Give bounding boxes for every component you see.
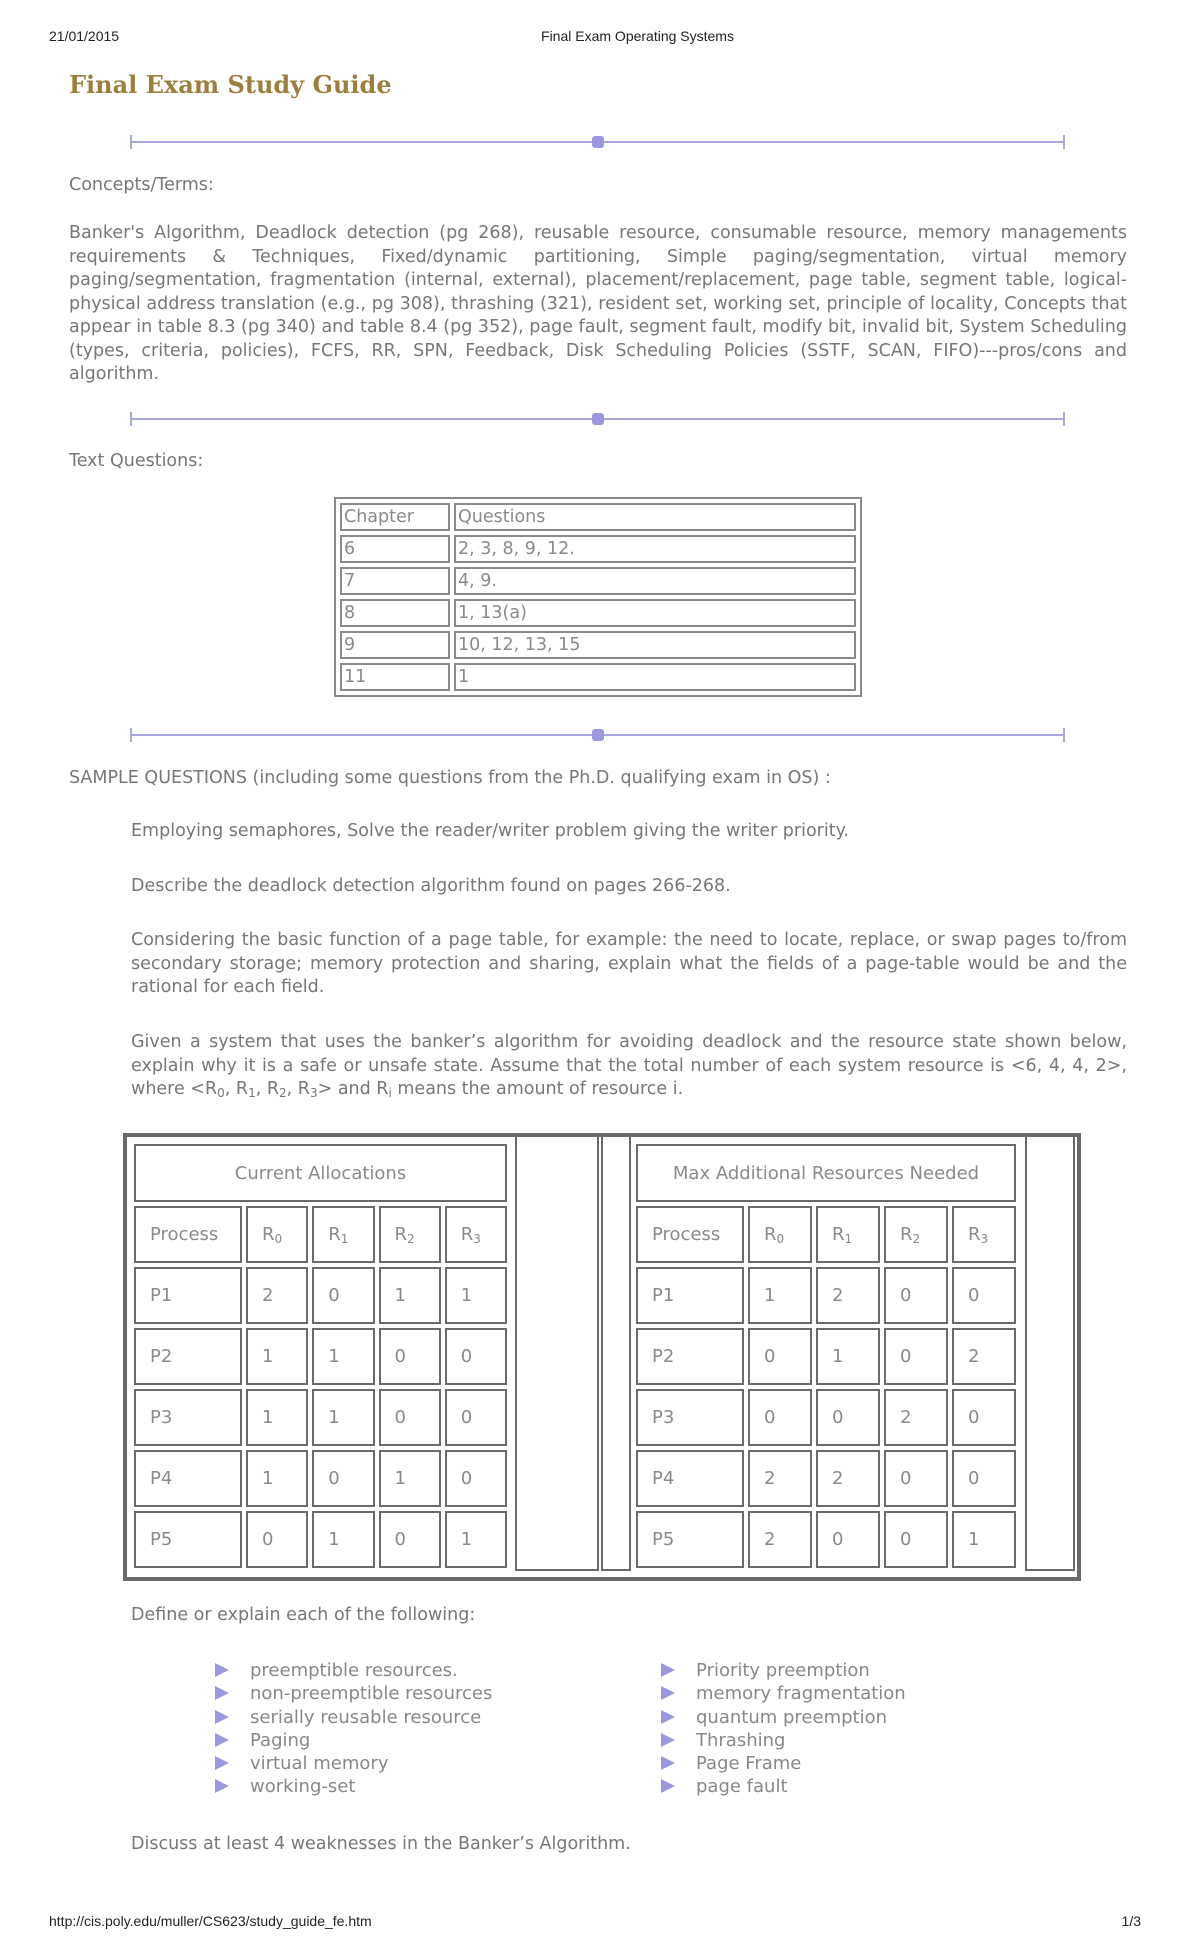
process-cell: P4: [636, 1450, 744, 1507]
process-cell: P1: [636, 1267, 744, 1324]
value-cell: 0: [379, 1389, 441, 1446]
concepts-text: Banker's Algorithm, Deadlock detection (pg 268), reusable resource, consumable resource, memory managements requirements & Techniques, Fixed/dynamic partitioning, Simple paging/segmentation, virtual memory paging/segmentation, fragmentation (internal, external), placement/replacement, page table, segment table, logical-physical address translation (e.g., pg 308), thrashing (321), resident set, working set, principle of locality, Concepts that appear in table 8.3 (pg 340) and table 8.4 (pg 352), page fault, segment fault, modify bit, invalid bit, System Scheduling (types, criteria, policies), FCFS, RR, SPN, Feedback, Disk Scheduling Policies (SSTF, SCAN, FIFO)---pros/cons and algorithm.: [69, 223, 1127, 384]
bullet-arrow-icon: [215, 1779, 229, 1793]
max-needed-table: [632, 1140, 1020, 1572]
process-cell: P1: [134, 1267, 242, 1324]
value-cell: 0: [952, 1267, 1016, 1324]
spacer-column: [515, 1135, 599, 1571]
value-cell: 1: [379, 1450, 441, 1507]
chapter-cell: 6: [340, 535, 450, 563]
questions-cell: 1: [454, 663, 856, 691]
bullet-arrow-icon: [215, 1733, 229, 1747]
resource-header-r1: $R_1$: [816, 1206, 880, 1263]
value-cell: 0: [312, 1450, 374, 1507]
bullet-arrow-icon: [661, 1663, 675, 1677]
value-cell: 2: [748, 1511, 812, 1568]
value-cell: 1: [312, 1389, 374, 1446]
questions-cell: 2, 3, 8, 9, 12.: [454, 535, 856, 563]
chapter-cell: 11: [340, 663, 450, 691]
chapter-cell: 9: [340, 631, 450, 659]
process-cell: P5: [636, 1511, 744, 1568]
divider-rule: [130, 734, 1065, 736]
resource-header-r3: $R_3$: [445, 1206, 507, 1263]
sample-question-1: Employing semaphores, Solve the reader/writer problem giving the writer priority.: [131, 821, 849, 841]
spacer-column: [1025, 1135, 1075, 1571]
value-cell: 0: [246, 1511, 308, 1568]
table-row: [134, 1328, 507, 1385]
resource-header-r2: $R_2$: [884, 1206, 948, 1263]
value-cell: 0: [884, 1328, 948, 1385]
value-cell: 1: [952, 1511, 1016, 1568]
divider-rule: [130, 141, 1065, 143]
bullet-arrow-icon: [215, 1686, 229, 1700]
resource-header-r0: $R_0$: [748, 1206, 812, 1263]
process-cell: P2: [636, 1328, 744, 1385]
print-url[interactable]: http://cis.poly.edu/muller/CS623/study_guide_fe.htm: [49, 1913, 372, 1929]
print-page-title: Final Exam Operating Systems: [541, 28, 734, 44]
process-cell: P3: [134, 1389, 242, 1446]
value-cell: 1: [312, 1511, 374, 1568]
process-cell: P3: [636, 1389, 744, 1446]
list-item: serially reusable resource: [215, 1706, 635, 1729]
value-cell: 1: [246, 1450, 308, 1507]
sample-questions-heading: SAMPLE QUESTIONS (including some questions from the Ph.D. qualifying exam in OS) :: [69, 768, 831, 788]
value-cell: 0: [445, 1328, 507, 1385]
list-item: virtual memory: [215, 1752, 635, 1775]
table-row: [636, 1389, 1016, 1446]
table-row: [340, 663, 856, 691]
print-page-number: 1/3: [1121, 1913, 1141, 1929]
value-cell: 0: [379, 1328, 441, 1385]
bullet-arrow-icon: [661, 1756, 675, 1770]
closing-question: Discuss at least 4 weaknesses in the Banker’s Algorithm.: [131, 1834, 631, 1854]
bullet-arrow-icon: [661, 1779, 675, 1793]
value-cell: 1: [816, 1328, 880, 1385]
column-header-questions: Questions: [454, 503, 856, 531]
value-cell: 0: [952, 1389, 1016, 1446]
table-row: [134, 1450, 507, 1507]
value-cell: 0: [884, 1511, 948, 1568]
sample-question-3: Considering the basic function of a page table, for example: the need to locate, replace, or swap pages to/from secondary storage; memory protection and sharing, explain what the fields of a page-table would be and the rational for each field.: [131, 930, 1127, 997]
table-row: [134, 1511, 507, 1568]
questions-cell: 1, 13(a): [454, 599, 856, 627]
text-questions-heading: Text Questions:: [69, 451, 204, 471]
value-cell: 0: [748, 1389, 812, 1446]
table-row: [134, 1389, 507, 1446]
process-header: Process: [134, 1206, 242, 1263]
value-cell: 2: [816, 1450, 880, 1507]
value-cell: 1: [379, 1267, 441, 1324]
list-item: Priority preemption: [661, 1659, 1081, 1682]
questions-cell: 4, 9.: [454, 567, 856, 595]
sample-question-2: Describe the deadlock detection algorithm found on pages 266-268.: [131, 876, 731, 896]
concepts-heading: Concepts/Terms:: [69, 175, 214, 195]
process-cell: P2: [134, 1328, 242, 1385]
table-row: [340, 535, 856, 563]
value-cell: 2: [884, 1389, 948, 1446]
value-cell: 1: [748, 1267, 812, 1324]
list-item: Thrashing: [661, 1729, 1081, 1752]
value-cell: 1: [312, 1328, 374, 1385]
value-cell: 0: [379, 1511, 441, 1568]
page-title: Final Exam Study Guide: [69, 70, 392, 99]
bullet-arrow-icon: [215, 1663, 229, 1677]
questions-cell: 10, 12, 13, 15: [454, 631, 856, 659]
divider-rule: [130, 418, 1065, 420]
list-item: preemptible resources.: [215, 1659, 635, 1682]
value-cell: 0: [748, 1328, 812, 1385]
process-cell: P4: [134, 1450, 242, 1507]
chapter-cell: 8: [340, 599, 450, 627]
table-row: [340, 599, 856, 627]
value-cell: 2: [816, 1267, 880, 1324]
value-cell: 0: [445, 1450, 507, 1507]
list-item: page fault: [661, 1775, 1081, 1798]
bullet-arrow-icon: [215, 1710, 229, 1724]
bullet-arrow-icon: [661, 1686, 675, 1700]
spacer-column: [601, 1135, 631, 1571]
resource-header-r3: $R_3$: [952, 1206, 1016, 1263]
current-allocations-table: [130, 1140, 511, 1572]
table-header-row: [134, 1206, 507, 1263]
max-needed-title: Max Additional Resources Needed: [636, 1144, 1016, 1202]
table-header-row: [340, 503, 856, 531]
value-cell: 1: [246, 1328, 308, 1385]
value-cell: 2: [246, 1267, 308, 1324]
value-cell: 0: [816, 1389, 880, 1446]
banker-state-table: [123, 1133, 1081, 1581]
value-cell: 0: [312, 1267, 374, 1324]
bullet-arrow-icon: [661, 1733, 675, 1747]
resource-header-r2: $R_2$: [379, 1206, 441, 1263]
bullet-arrow-icon: [661, 1710, 675, 1724]
column-header-chapter: Chapter: [340, 503, 450, 531]
list-item: Page Frame: [661, 1752, 1081, 1775]
define-list-right: [661, 1659, 1081, 1799]
value-cell: 2: [952, 1328, 1016, 1385]
value-cell: 2: [748, 1450, 812, 1507]
table-header-row: [134, 1144, 507, 1202]
list-item: quantum preemption: [661, 1706, 1081, 1729]
table-row: [636, 1328, 1016, 1385]
value-cell: 1: [445, 1267, 507, 1324]
chapter-cell: 7: [340, 567, 450, 595]
value-cell: 0: [445, 1389, 507, 1446]
resource-header-r1: $R_1$: [312, 1206, 374, 1263]
table-row: [340, 567, 856, 595]
value-cell: 0: [952, 1450, 1016, 1507]
value-cell: 0: [816, 1511, 880, 1568]
table-row: [340, 631, 856, 659]
value-cell: 0: [884, 1267, 948, 1324]
table-row: [636, 1450, 1016, 1507]
current-allocations-title: Current Allocations: [134, 1144, 507, 1202]
table-header-row: [636, 1144, 1016, 1202]
print-date: 21/01/2015: [49, 28, 120, 44]
value-cell: 1: [246, 1389, 308, 1446]
sample-question-4: Given a system that uses the banker’s algorithm for avoiding deadlock and the resource state shown below, explain why it is a safe or unsafe state. Assume that the total number of each system resource is <6, 4, 4, 2>, where $<R_0$, $R_1$, $R_2$, $R_3>$ and $R_i$ means the amount of resource i.: [131, 1032, 1127, 1100]
text-questions-table: [334, 497, 862, 697]
table-row: [636, 1511, 1016, 1568]
table-row: [636, 1267, 1016, 1324]
resource-header-r0: $R_0$: [246, 1206, 308, 1263]
list-item: Paging: [215, 1729, 635, 1752]
define-list-left: [215, 1659, 635, 1799]
list-item: working-set: [215, 1775, 635, 1798]
process-header: Process: [636, 1206, 744, 1263]
list-item: memory fragmentation: [661, 1682, 1081, 1705]
value-cell: 1: [445, 1511, 507, 1568]
process-cell: P5: [134, 1511, 242, 1568]
table-row: [134, 1267, 507, 1324]
bullet-arrow-icon: [215, 1756, 229, 1770]
define-heading: Define or explain each of the following:: [131, 1605, 476, 1625]
table-header-row: [636, 1206, 1016, 1263]
value-cell: 0: [884, 1450, 948, 1507]
list-item: non-preemptible resources: [215, 1682, 635, 1705]
